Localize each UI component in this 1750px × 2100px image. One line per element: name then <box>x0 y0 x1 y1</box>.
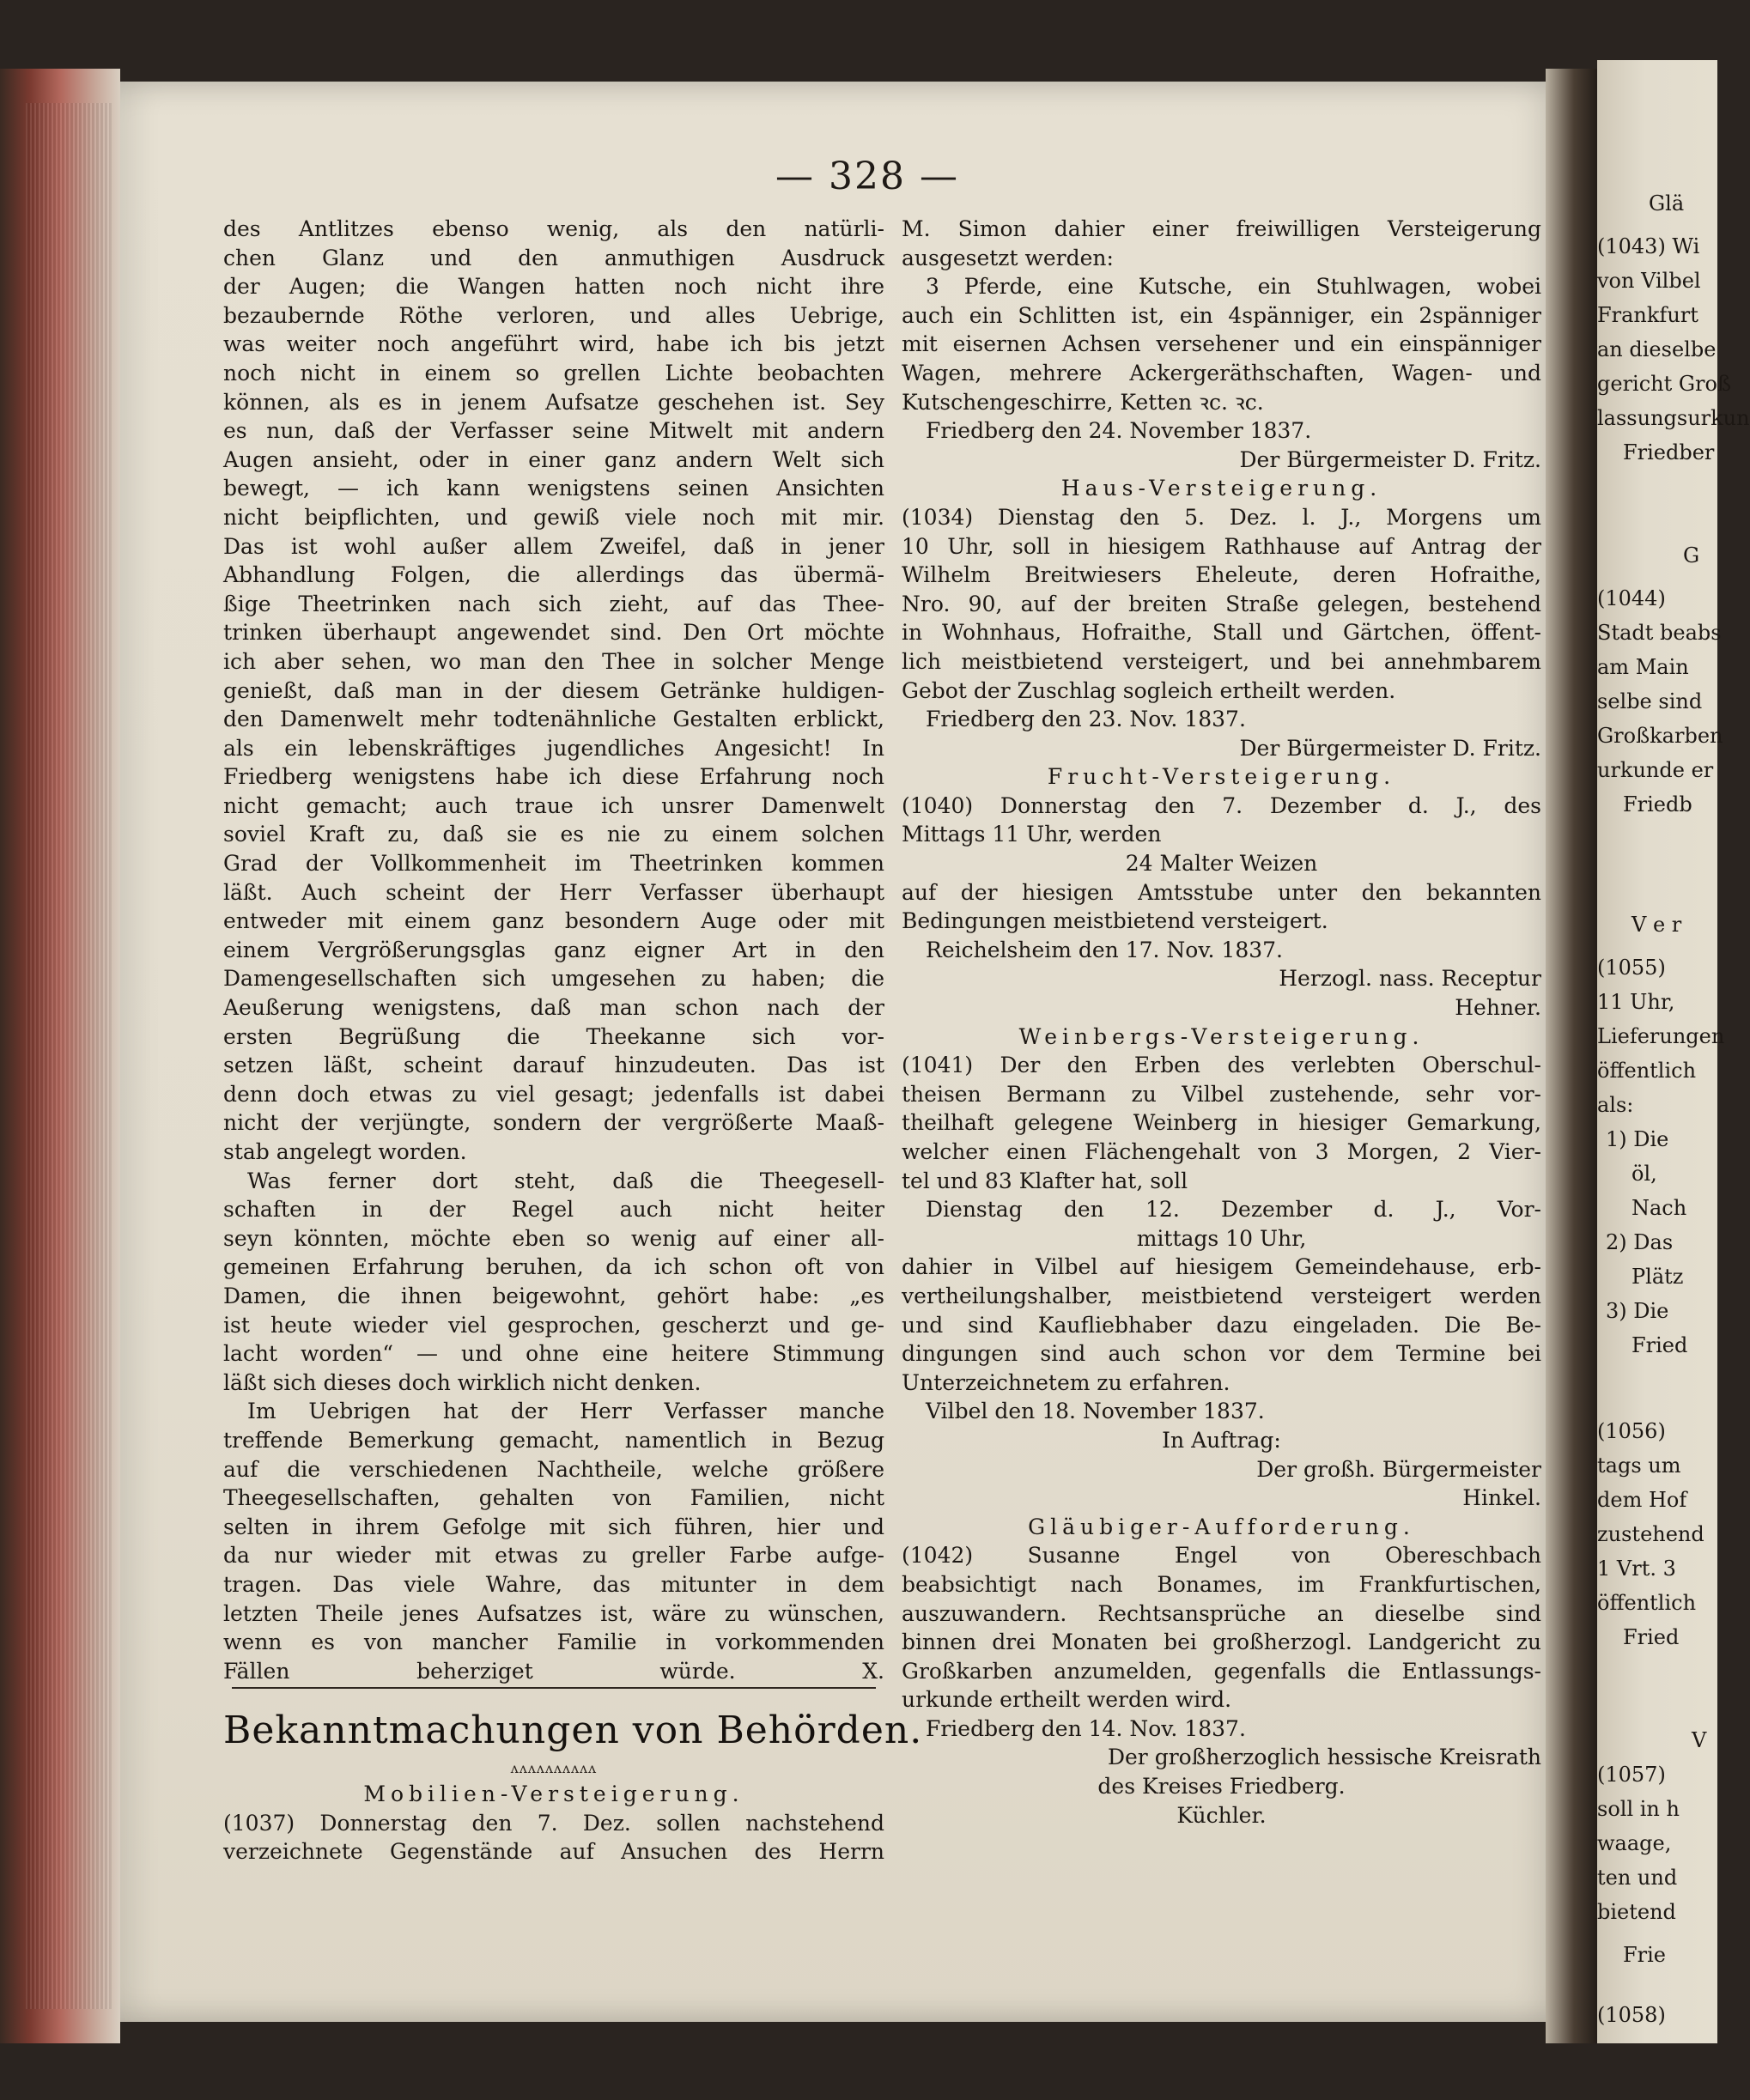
text-line: da nur wieder mit etwas zu greller Farbe aufge- <box>223 1543 884 1569</box>
text-line: der Augen; die Wangen hatten noch nicht ihre <box>223 274 884 300</box>
text-line: lich meistbietend versteigert, und bei annehmbarem <box>902 648 1541 674</box>
next-page-text-line: (1058) <box>1597 2003 1666 2027</box>
text-line: auch ein Schlitten ist, ein 4spänniger, ein 2spänniger <box>902 302 1541 328</box>
next-page-text-line: V <box>1692 1728 1707 1752</box>
text-line: theisen Bermann zu Vilbel zustehende, sehr vor- <box>902 1081 1541 1107</box>
next-page-text-line: dem Hof <box>1597 1488 1687 1512</box>
next-page-text-line: gericht Groß <box>1597 372 1732 396</box>
section-rule <box>232 1687 876 1696</box>
next-page-text-line: selbe sind <box>1597 689 1703 713</box>
text-line: es nun, daß der Verfasser seine Mitwelt mit andern <box>223 418 884 444</box>
text-line: ausgesetzt werden: <box>902 245 1114 270</box>
next-page-text-line: (1043) Wi <box>1597 234 1700 258</box>
next-page-text-line: ten und <box>1597 1866 1678 1890</box>
text-line: Nro. 90, auf der breiten Straße gelegen, bestehend <box>902 591 1541 616</box>
text-line: (1034) Dienstag den 5. Dez. l. J., Morgens um <box>902 504 1541 530</box>
text-line: Aeußerung wenigstens, daß man schon nach der <box>223 995 884 1021</box>
text-line: letzten Theile jenes Aufsatzes ist, wäre zu wünschen, <box>223 1600 884 1626</box>
text-line: ich aber sehen, wo man den Thee in solcher Menge <box>223 648 884 674</box>
page-number: — 328 — <box>775 155 959 198</box>
text-line: (1042) Susanne Engel von Obereschbach <box>902 1543 1541 1569</box>
text-line: was weiter noch angeführt wird, habe ich bis jetzt <box>223 331 884 357</box>
text-line: Haus-Versteigerung. <box>1060 476 1382 501</box>
text-line: setzen läßt, scheint darauf hinzudeuten. Das ist <box>223 1053 884 1078</box>
text-line: denn doch etwas zu viel gesagt; jedenfalls ist dabei <box>223 1081 884 1107</box>
text-line: auf der hiesigen Amtsstube unter den bekannten <box>902 879 1541 905</box>
next-page-text-line: (1057) <box>1597 1763 1666 1787</box>
section-heading: Bekanntmachungen von Behörden. <box>223 1709 923 1753</box>
text-line: Mobilien-Versteigerung. <box>363 1781 744 1807</box>
text-line: Bedingungen meistbietend versteigert. <box>902 908 1328 934</box>
text-line: Unterzeichnetem zu erfahren. <box>902 1369 1230 1395</box>
text-line: M. Simon dahier einer freiwilligen Versteigerung <box>902 216 1541 241</box>
text-line: (1037) Donnerstag den 7. Dez. sollen nachstehend <box>223 1810 884 1836</box>
text-line: den Damenwelt mehr todtenähnliche Gestalten erblickt, <box>223 707 884 732</box>
text-line: läßt sich dieses doch wirklich nicht denken. <box>223 1369 702 1395</box>
next-page-text-line: Lieferungen <box>1597 1024 1725 1048</box>
next-page-text-line: als: <box>1597 1093 1634 1117</box>
text-line: nicht gemacht; auch traue ich unsrer Damenwelt <box>223 792 884 818</box>
text-line: bezaubernde Röthe verloren, und alles Uebrige, <box>223 302 884 328</box>
next-page-text-line: zustehend <box>1597 1522 1704 1546</box>
text-line: Frucht-Versteigerung. <box>1047 764 1396 790</box>
next-page-text-line: Friedb <box>1623 792 1692 816</box>
text-line: Friedberg den 14. Nov. 1837. <box>926 1715 1246 1741</box>
text-line: Damen, die ihnen beigewohnt, gehört habe: „es <box>223 1283 884 1308</box>
text-line: auf die verschiedenen Nachtheile, welche größere <box>223 1456 884 1482</box>
book-page-edge-lines <box>26 103 112 2009</box>
text-line: chen Glanz und den anmuthigen Ausdruck <box>223 245 884 270</box>
text-line: Reichelsheim den 17. Nov. 1837. <box>926 937 1283 962</box>
text-line: nicht der verjüngte, sondern der vergrößerte Maaß- <box>223 1110 884 1136</box>
text-line: Mittags 11 Uhr, werden <box>902 822 1162 847</box>
text-line: Der Bürgermeister D. Fritz. <box>1239 735 1541 761</box>
next-page-text-line: bietend <box>1597 1900 1676 1924</box>
left-column-text <box>223 215 884 1685</box>
text-line: Dienstag den 12. Dezember d. J., Vor- <box>926 1197 1541 1223</box>
text-line: Damengesellschaften sich umgesehen zu haben; die <box>223 966 884 992</box>
text-line: stab angelegt worden. <box>223 1139 467 1164</box>
next-page-text-line: Fried <box>1632 1333 1688 1357</box>
text-line: Friedberg den 23. Nov. 1837. <box>926 707 1246 732</box>
text-line: Weinbergs-Versteigerung. <box>1018 1023 1425 1049</box>
next-page-text-line: 11 Uhr, <box>1597 990 1675 1014</box>
text-line: tel und 83 Klafter hat, soll <box>902 1168 1188 1193</box>
left-column <box>223 215 923 1866</box>
text-line: seyn könnten, möchte eben so wenig auf einer all- <box>223 1225 884 1251</box>
text-line: Der Bürgermeister D. Fritz. <box>1239 446 1541 472</box>
text-line: Das ist wohl außer allem Zweifel, daß in jener <box>223 533 884 559</box>
text-line: ist heute wieder viel gesprochen, gescherzt und ge- <box>223 1312 884 1338</box>
text-line: trinken überhaupt angewendet sind. Den Ort möchte <box>223 620 884 646</box>
next-page-text-line: Frie <box>1623 1943 1667 1967</box>
text-line: Fällen beherziget würde. X. <box>223 1658 884 1684</box>
text-line: schaften in der Regel auch nicht heiter <box>223 1197 884 1223</box>
text-line: vertheilungshalber, meistbietend versteigert werden <box>902 1283 1541 1308</box>
next-page-text-line: öffentlich <box>1597 1059 1697 1083</box>
next-page-text-line: öffentlich <box>1597 1591 1697 1615</box>
text-line: auszuwandern. Rechtsansprüche an dieselbe sind <box>902 1600 1541 1626</box>
text-line: theilhaft gelegene Weinberg in hiesiger Gemarkung, <box>902 1110 1541 1136</box>
text-line: Gebot der Zuschlag sogleich ertheilt werden. <box>902 677 1396 703</box>
text-line: Grad der Vollkommenheit im Theetrinken kommen <box>223 851 884 877</box>
text-line: Augen ansieht, oder in einer ganz andern Welt sich <box>223 446 884 472</box>
text-line: Vilbel den 18. November 1837. <box>926 1399 1265 1424</box>
text-line: 3 Pferde, eine Kutsche, ein Stuhlwagen, wobei <box>926 274 1541 300</box>
next-page-text-line: Fried <box>1623 1625 1680 1649</box>
text-line: binnen drei Monaten bei großherzogl. Landgericht zu <box>902 1630 1541 1655</box>
text-line: des Kreises Friedberg. <box>1097 1774 1346 1800</box>
section-ornament: ᴧᴧᴧᴧᴧᴧᴧᴧᴧᴧ <box>510 1760 598 1777</box>
text-line: dingungen sind auch schon vor dem Termine bei <box>902 1341 1541 1367</box>
next-page-text-line: (1055) <box>1597 956 1666 980</box>
next-page-text-line: Frankfurt <box>1597 303 1698 327</box>
next-page-text-line: soll in h <box>1597 1797 1680 1821</box>
text-line: tragen. Das viele Wahre, das mitunter in dem <box>223 1571 884 1597</box>
next-page-fragment <box>1597 60 1750 2043</box>
text-line: In Auftrag: <box>1162 1427 1281 1453</box>
text-line: 10 Uhr, soll in hiesigem Rathhause auf Antrag der <box>902 533 1541 559</box>
text-line: 24 Malter Weizen <box>1125 851 1318 877</box>
next-page-text-line: am Main <box>1597 655 1689 679</box>
text-line: bewegt, — ich kann wenigstens seinen Ansichten <box>223 476 884 501</box>
text-line: ersten Begrüßung die Theekanne sich vor- <box>223 1023 884 1049</box>
next-page-text-line: waage, <box>1597 1831 1672 1855</box>
text-line: Herzogl. nass. Receptur <box>1279 966 1541 992</box>
text-line: des Antlitzes ebenso wenig, als den natürli- <box>223 216 884 241</box>
text-line: verzeichnete Gegenstände auf Ansuchen des Herrn <box>223 1839 884 1865</box>
right-column <box>902 215 1541 1830</box>
text-line: (1040) Donnerstag den 7. Dezember d. J., des <box>902 792 1541 818</box>
next-page-text-line: lassungsurkun <box>1597 406 1750 430</box>
next-page-text-line: 1) Die <box>1606 1127 1669 1151</box>
text-line: urkunde ertheilt werden wird. <box>902 1687 1232 1713</box>
text-line: mit eisernen Achsen versehener und ein einspänniger <box>902 331 1541 357</box>
text-line: soviel Kraft zu, daß sie es nie zu einem solchen <box>223 822 884 847</box>
left-column-notice <box>223 1780 884 1866</box>
text-line: Hinkel. <box>1462 1485 1541 1511</box>
text-line: Friedberg wenigstens habe ich diese Erfahrung noch <box>223 764 884 790</box>
book-gutter <box>1546 69 1597 2043</box>
text-line: treffende Bemerkung gemacht, namentlich in Bezug <box>223 1427 884 1453</box>
right-column-text <box>902 215 1541 1830</box>
text-line: als ein lebenskräftiges jugendliches Angesicht! In <box>223 735 884 761</box>
next-page-text-line: (1044) <box>1597 586 1666 610</box>
next-page-text-line: G <box>1683 543 1700 567</box>
text-line: können, als es in jenem Aufsatze geschehen ist. Sey <box>223 389 884 415</box>
text-line: Großkarben anzumelden, gegenfalls die Entlassungs- <box>902 1658 1541 1684</box>
next-page-text-line: Großkarben <box>1597 724 1723 748</box>
next-page-text-line: 1 Vrt. 3 <box>1597 1557 1676 1581</box>
text-line: Abhandlung Folgen, die allerdings das übermä- <box>223 562 884 588</box>
text-line: Der großh. Bürgermeister <box>1256 1456 1541 1482</box>
text-line: noch nicht in einem so grellen Lichte beobachten <box>223 360 884 385</box>
next-page-text-line: V e r <box>1632 913 1682 937</box>
text-line: Was ferner dort steht, daß die Theegesell- <box>247 1168 884 1193</box>
text-line: läßt. Auch scheint der Herr Verfasser überhaupt <box>223 879 884 905</box>
next-page-text-line: 2) Das <box>1606 1230 1674 1254</box>
text-line: Küchler. <box>1176 1802 1267 1828</box>
text-line: genießt, daß man in der diesem Getränke huldigen- <box>223 677 884 703</box>
next-page-text-line: an dieselbe <box>1597 337 1717 361</box>
next-page-text-line: öl, <box>1632 1162 1657 1186</box>
next-page-text-line: Nach <box>1632 1196 1687 1220</box>
text-line: Hehner. <box>1455 995 1541 1021</box>
text-line: dahier in Vilbel auf hiesigem Gemeindehause, erb- <box>902 1254 1541 1280</box>
text-line: in Wohnhaus, Hofraithe, Stall und Gärtchen, öffent- <box>902 620 1541 646</box>
next-page-text-line: urkunde er <box>1597 758 1714 782</box>
text-line: Gläubiger-Aufforderung. <box>1028 1514 1415 1539</box>
text-line: einem Vergrößerungsglas ganz eigner Art in den <box>223 937 884 962</box>
next-page-text-line: tags um <box>1597 1454 1681 1478</box>
next-page-text-line: (1056) <box>1597 1419 1666 1443</box>
text-line: Theegesellschaften, gehalten von Familien, nicht <box>223 1485 884 1511</box>
text-line: Wilhelm Breitwiesers Eheleute, deren Hofraithe, <box>902 562 1541 588</box>
text-line: wenn es von mancher Familie in vorkommenden <box>223 1630 884 1655</box>
next-page-text-line: 3) Die <box>1606 1299 1669 1323</box>
text-line: Wagen, mehrere Ackergeräthschaften, Wagen- und <box>902 360 1541 385</box>
text-line: selten in ihrem Gefolge mit sich führen, hier und <box>223 1514 884 1539</box>
text-line: entweder mit einem ganz besondern Auge oder mit <box>223 908 884 934</box>
text-line: und sind Kaufliebhaber dazu eingeladen. Die Be- <box>902 1312 1541 1338</box>
text-line: ßige Theetrinken nach sich zieht, auf das Thee- <box>223 591 884 616</box>
next-page-text-line: Plätz <box>1632 1265 1684 1289</box>
text-line: lacht worden“ — und ohne eine heitere Stimmung <box>223 1341 884 1367</box>
text-line: Der großherzoglich hessische Kreisrath <box>1107 1745 1541 1770</box>
next-page-text-line: Glä <box>1649 191 1685 215</box>
text-line: mittags 10 Uhr, <box>1136 1225 1307 1251</box>
text-line: Im Uebrigen hat der Herr Verfasser manche <box>247 1399 884 1424</box>
text-line: nicht beipflichten, und gewiß viele noch mit mir. <box>223 504 884 530</box>
text-line: welcher einen Flächengehalt von 3 Morgen, 2 Vier- <box>902 1139 1541 1164</box>
text-line: Kutschengeschirre, Ketten ꝛc. ꝛc. <box>902 389 1264 415</box>
text-line: beabsichtigt nach Bonames, im Frankfurtischen, <box>902 1571 1541 1597</box>
next-page-text-line: Stadt beabs <box>1597 621 1722 645</box>
next-page-text-line: Friedber <box>1623 440 1715 464</box>
text-line: gemeinen Erfahrung beruhen, da ich schon oft von <box>223 1254 884 1280</box>
next-page-text-line: von Vilbel <box>1597 269 1701 293</box>
text-line: (1041) Der den Erben des verlebten Oberschul- <box>902 1053 1541 1078</box>
text-line: Friedberg den 24. November 1837. <box>926 418 1312 444</box>
